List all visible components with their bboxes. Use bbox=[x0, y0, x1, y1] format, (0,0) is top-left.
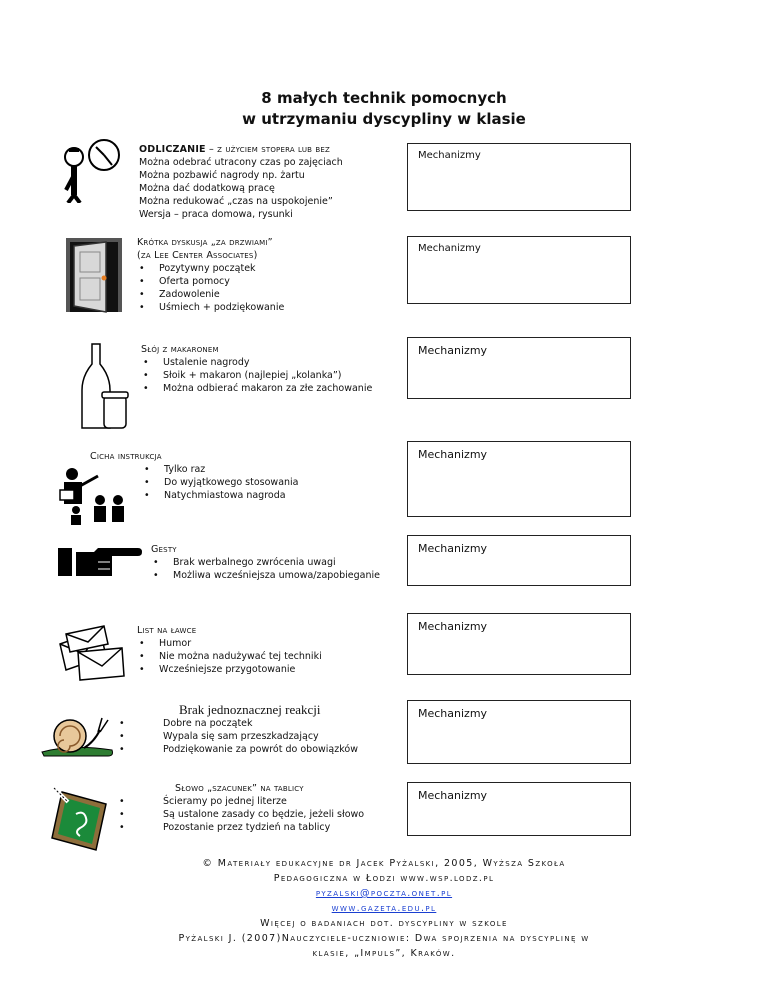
odliczanie-line: Można redukować „czas na uspokojenie” bbox=[139, 196, 333, 207]
odliczanie-line: Można dać dodatkową pracę bbox=[139, 183, 275, 194]
pointing-hand-icon bbox=[58, 544, 142, 578]
section-brak bbox=[117, 703, 358, 756]
page-title bbox=[0, 88, 768, 130]
title-line-1: 8 małych technik pomocnych bbox=[261, 89, 507, 107]
list-item: • Oferta pomocy bbox=[137, 275, 284, 288]
section-drzwi-subtitle: (za Lee Center Associates) bbox=[137, 250, 258, 261]
odliczanie-line: Można odebrać utracony czas po zajęciach bbox=[139, 157, 343, 168]
list-item: • Wypala się sam przeszkadzający bbox=[117, 730, 358, 743]
footer bbox=[0, 856, 768, 961]
list-item: • Podziękowanie za powrót do obowiązków bbox=[117, 743, 358, 756]
section-sloj bbox=[141, 343, 372, 395]
section-cicha-title: Cicha instrukcja bbox=[90, 451, 162, 462]
list-item: • Nie można nadużywać tej techniki bbox=[137, 650, 322, 663]
list-item: • Dobre na początek bbox=[117, 717, 358, 730]
section-gesty-title: Gesty bbox=[151, 544, 177, 555]
list-item: • Pozytywny początek bbox=[137, 262, 284, 275]
mechanizmy-box-1: Mechanizmy bbox=[407, 143, 631, 211]
list-item: • Ustalenie nagrody bbox=[141, 356, 372, 369]
section-brak-title: Brak jednoznacznej reakcji bbox=[179, 702, 321, 717]
section-odliczanie-title: ODLICZANIE bbox=[139, 144, 206, 155]
title-line-2: w utrzymaniu dyscypliny w klasie bbox=[242, 110, 526, 128]
section-odliczanie bbox=[139, 143, 343, 221]
envelopes-icon bbox=[56, 624, 132, 686]
section-drzwi bbox=[137, 236, 284, 314]
stopwatch-person-icon bbox=[60, 135, 122, 203]
list-item: • Humor bbox=[137, 637, 322, 650]
section-odliczanie-subtitle: – z użyciem stopera lub bez bbox=[205, 144, 330, 155]
section-drzwi-title: Krótka dyskusja „za drzwiami” bbox=[137, 237, 273, 248]
list-item: • Uśmiech + podziękowanie bbox=[137, 301, 284, 314]
footer-institution: Pedagogiczna w Łodzi www.wsp.lodz.pl bbox=[273, 873, 495, 884]
list-item: • Możliwa wcześniejsza umowa/zapobieganie bbox=[151, 569, 380, 582]
email-link[interactable]: pyzalski@poczta.onet.pl bbox=[315, 888, 453, 899]
footer-more-info: Więcej o badaniach dot. dyscypliny w szkole bbox=[260, 918, 508, 929]
list-item: • Do wyjątkowego stosowania bbox=[142, 476, 299, 489]
list-item: • Wcześniejsze przygotowanie bbox=[137, 663, 322, 676]
mechanizmy-box-4: Mechanizmy bbox=[407, 441, 631, 517]
list-item: • Brak werbalnego zwrócenia uwagi bbox=[151, 556, 380, 569]
mechanizmy-box-5: Mechanizmy bbox=[407, 535, 631, 586]
odliczanie-line: Wersja – praca domowa, rysunki bbox=[139, 209, 293, 220]
website-link[interactable]: www.gazeta.edu.pl bbox=[331, 903, 437, 914]
odliczanie-line: Można pozbawić nagrody np. żartu bbox=[139, 170, 305, 181]
section-list bbox=[137, 624, 322, 676]
door-icon bbox=[64, 236, 124, 314]
list-item: • Można odbierać makaron za złe zachowanie bbox=[141, 382, 372, 395]
bottle-jar-icon bbox=[78, 342, 130, 430]
list-item: • Zadowolenie bbox=[137, 288, 284, 301]
list-item: • Tylko raz bbox=[142, 463, 299, 476]
footer-reference: Pyżalski J. (2007)Nauczyciele-uczniowie: Dwa spojrzenia na dyscyplinę w bbox=[178, 933, 590, 944]
mechanizmy-box-8: Mechanizmy bbox=[407, 782, 631, 836]
section-list-title: List na ławce bbox=[137, 625, 197, 636]
mechanizmy-box-3: Mechanizmy bbox=[407, 337, 631, 399]
section-slowo-title: Słowo „szacunek” na tablicy bbox=[175, 783, 304, 794]
list-item: • Pozostanie przez tydzień na tablicy bbox=[117, 821, 364, 834]
section-gesty bbox=[151, 543, 380, 582]
list-item: • Ścieramy po jednej literze bbox=[117, 795, 364, 808]
section-cicha bbox=[90, 450, 299, 502]
section-slowo bbox=[117, 782, 364, 834]
footer-reference-end: klasie, „Impuls”, Kraków. bbox=[312, 948, 456, 959]
footer-copyright: © Materiały edukacyjne dr Jacek Pyżalski, 2005, Wyższa Szkoła bbox=[202, 858, 566, 869]
list-item: • Są ustalone zasady co będzie, jeżeli słowo bbox=[117, 808, 364, 821]
snail-icon bbox=[40, 710, 118, 758]
mechanizmy-box-7: Mechanizmy bbox=[407, 700, 631, 764]
list-item: • Słoik + makaron (najlepiej „kolanka”) bbox=[141, 369, 372, 382]
section-sloj-title: Słój z makaronem bbox=[141, 344, 219, 355]
chalkboard-icon bbox=[50, 786, 110, 852]
mechanizmy-box-6: Mechanizmy bbox=[407, 613, 631, 675]
list-item: • Natychmiastowa nagroda bbox=[142, 489, 299, 502]
mechanizmy-box-2: Mechanizmy bbox=[407, 236, 631, 304]
